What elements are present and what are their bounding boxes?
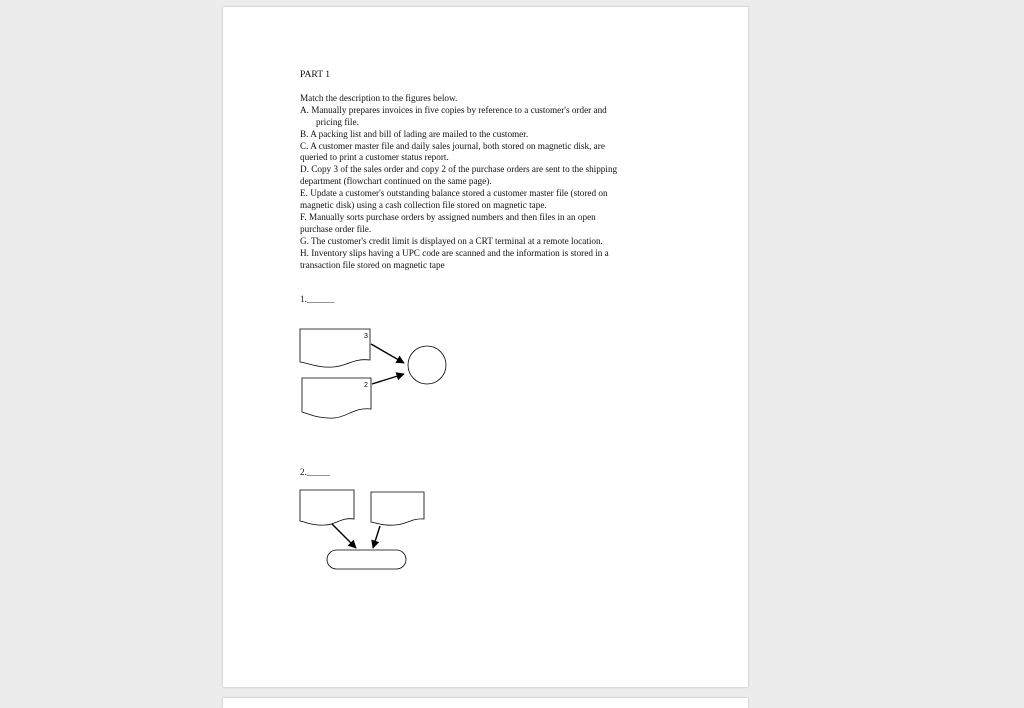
- off-page-connector-circle: [408, 346, 446, 384]
- description-line: pricing file.: [316, 116, 359, 127]
- next-page-edge: [223, 698, 748, 708]
- question-2-label: 2._____: [300, 467, 330, 477]
- instructions: Match the description to the figures below.: [300, 92, 458, 103]
- description-line: purchase order file.: [300, 223, 372, 234]
- document-symbol-copy-2: [302, 378, 371, 418]
- description-line: transaction file stored on magnetic tape: [300, 259, 445, 270]
- copy-3-label: 3: [364, 333, 368, 340]
- description-line: C. A customer master file and daily sales journal, both stored on magnetic disk, are: [300, 140, 605, 151]
- description-line: department (flowchart continued on the same page).: [300, 176, 492, 187]
- copy-2-label: 2: [364, 382, 368, 389]
- document-page: [223, 7, 748, 687]
- description-line: magnetic disk) using a cash collection file stored on magnetic tape.: [300, 200, 547, 211]
- description-line: queried to print a customer status report.: [300, 152, 449, 163]
- arrow-copy-2-to-connector: [372, 374, 404, 384]
- arrow-left-doc-to-terminal: [332, 524, 356, 548]
- flowchart-2: [293, 485, 443, 580]
- description-line: D. Copy 3 of the sales order and copy 2 of the purchase orders are sent to the shipping: [300, 164, 618, 175]
- description-line: E. Update a customer's outstanding balance stored a customer master file (stored on: [300, 188, 608, 199]
- document-symbol-copy-3: [300, 329, 370, 367]
- flowchart-1: [293, 322, 463, 432]
- arrow-right-doc-to-terminal: [373, 526, 380, 548]
- document-text: [300, 69, 670, 272]
- document-symbol-right: [371, 492, 424, 525]
- arrow-copy-3-to-connector: [371, 344, 404, 363]
- document-symbol-left: [300, 490, 354, 525]
- description-line: B. A packing list and bill of lading are mailed to the customer.: [300, 128, 529, 139]
- question-1-label: 1.______: [300, 294, 335, 304]
- description-line: G. The customer's credit limit is displayed on a CRT terminal at a remote location.: [300, 235, 603, 246]
- description-line: F. Manually sorts purchase orders by assigned numbers and then files in an open: [300, 211, 596, 222]
- description-list: [300, 105, 670, 272]
- description-line: H. Inventory slips having a UPC code are scanned and the information is stored in a: [300, 247, 609, 258]
- part-title: PART 1: [300, 69, 331, 80]
- terminal-symbol: [327, 550, 406, 569]
- description-line: A. Manually prepares invoices in five copies by reference to a customer's order and: [300, 104, 607, 115]
